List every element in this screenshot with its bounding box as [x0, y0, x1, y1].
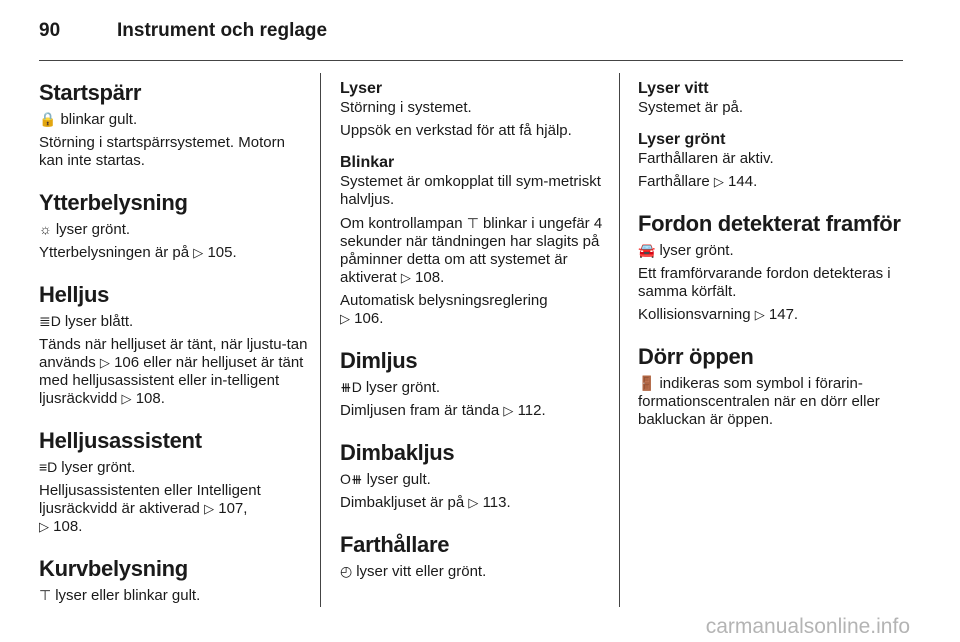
section-text: Dimbakljuset är på ▷ 113. [340, 494, 511, 511]
immobiliser-key-icon: 🔒 [39, 111, 57, 127]
page-ref-arrow-icon: ▷ [204, 501, 215, 516]
section-title: Kurvbelysning [39, 556, 188, 581]
subsection-title: Lyser grönt [638, 131, 726, 148]
column-2 [340, 80, 608, 586]
page-ref[interactable]: 107, [218, 500, 248, 517]
section-text: ⊤ lyser eller blinkar gult. [39, 587, 201, 604]
column-divider [619, 73, 620, 607]
page-ref-arrow-icon: ▷ [121, 391, 132, 406]
page-ref-arrow-icon: ▷ [713, 174, 724, 189]
subsection-title: Lyser vitt [638, 80, 709, 97]
page-ref-arrow-icon: ▷ [503, 403, 514, 418]
section-text: Uppsök en verkstad för att få hjälp. [340, 122, 572, 139]
header-rule [39, 60, 903, 61]
page-ref-arrow-icon: ▷ [99, 355, 110, 370]
section-text: 🚘 lyser grönt. [638, 242, 734, 259]
section-text: ☼ lyser grönt. [39, 221, 131, 238]
page-ref[interactable]: 108. [53, 518, 83, 535]
section-text: Störning i systemet. [340, 99, 472, 116]
section-text: Systemet är på. [638, 99, 744, 116]
page-ref-arrow-icon: ▷ [340, 311, 350, 326]
section-title: Helljusassistent [39, 428, 202, 453]
section-text: Om kontrollampan ⊤ blinkar i ungefär 4 sekunder när tändningen har slagits på påminner detta om att systemet är aktiverat ▷ 108. [340, 215, 603, 286]
page-number: 90 [39, 20, 61, 41]
section-text: ≣D lyser blått. [39, 313, 134, 330]
section-text: ≡D lyser grönt. [39, 459, 136, 476]
vehicle-ahead-icon: 🚘 [638, 242, 656, 258]
section-text: 🚪 indikeras som symbol i förarin-formationscentralen när en dörr eller bakluckan är öppen. [638, 375, 880, 428]
section-text: Automatisk belysningsreglering ▷ 106. [340, 292, 548, 327]
fog-light-icon: ⧻D [340, 379, 362, 395]
page-title: Instrument och reglage [117, 20, 328, 41]
section-text: ⧻D lyser grönt. [340, 379, 441, 396]
section-text: Störning i startspärrsystemet. Motorn kan inte startas. [39, 134, 285, 169]
page-ref[interactable]: 144. [728, 173, 758, 190]
section-text: Dimljusen fram är tända ▷ 112. [340, 402, 546, 419]
page-ref-arrow-icon: ▷ [400, 270, 411, 285]
section-title: Farthållare [340, 532, 450, 557]
section-title: Helljus [39, 282, 110, 307]
page-ref[interactable]: 108. [415, 269, 445, 286]
cruise-control-icon: ◴ [340, 563, 353, 579]
door-open-icon: 🚪 [638, 375, 656, 391]
page-ref[interactable]: 112. [517, 402, 546, 419]
section-text: Systemet är omkopplat till sym-metriskt halvljus. [340, 173, 601, 208]
section-title: Dörr öppen [638, 344, 754, 369]
high-beam-assist-icon: ≡D [39, 459, 58, 475]
section-text: Farthållare ▷ 144. [638, 173, 758, 190]
page-ref[interactable]: 147. [768, 306, 799, 323]
page-ref[interactable]: 106. [354, 310, 384, 327]
column-1 [39, 80, 311, 610]
subsection-title: Lyser [340, 80, 383, 97]
page-ref-arrow-icon: ▷ [39, 519, 49, 534]
section-title: Ytterbelysning [39, 190, 188, 215]
subsection-title: Blinkar [340, 154, 395, 171]
section-title: Dimbakljus [340, 440, 455, 465]
section-title: Startspärr [39, 80, 142, 105]
section-title: Fordon detekterat framför [638, 211, 901, 236]
page-ref-arrow-icon: ▷ [468, 495, 479, 510]
cornering-light-icon: ⊤ [39, 587, 52, 603]
section-text: 🔒 blinkar gult. [39, 111, 138, 128]
watermark: carmanualsonline.info [705, 615, 910, 638]
exterior-light-icon: ☼ [39, 221, 52, 237]
rear-fog-light-icon: O⧻ [340, 471, 363, 487]
cornering-light-icon: ⊤ [466, 215, 479, 231]
section-text: Ett framförvarande fordon detekteras i samma körfält. [638, 265, 891, 300]
column-divider [320, 73, 321, 607]
high-beam-icon: ≣D [39, 313, 61, 329]
section-text: Helljusassistenten eller Intelligent ljusräckvidd är aktiverad ▷ 107, ▷ 108. [39, 482, 261, 535]
page-ref[interactable]: 108. [135, 390, 165, 407]
section-text: ◴ lyser vitt eller grönt. [340, 563, 487, 580]
column-3 [638, 80, 906, 434]
section-text: Tänds när helljuset är tänt, när ljustu-tan används ▷ 106 eller när helljuset är tänt med helljusassistent eller in-telligent ljusräckvidd ▷ 108. [39, 336, 308, 407]
section-title: Dimljus [340, 348, 418, 373]
section-text: Farthållaren är aktiv. [638, 150, 774, 167]
section-text: Kollisionsvarning ▷ 147. [638, 306, 799, 323]
page-ref-arrow-icon: ▷ [754, 307, 765, 322]
page-ref[interactable]: 113. [482, 494, 511, 511]
section-text: O⧻ lyser gult. [340, 471, 431, 488]
page-ref[interactable]: 105. [207, 244, 237, 261]
page-ref-arrow-icon: ▷ [193, 245, 204, 260]
page-header [39, 20, 327, 42]
section-text: Ytterbelysningen är på ▷ 105. [39, 244, 237, 261]
